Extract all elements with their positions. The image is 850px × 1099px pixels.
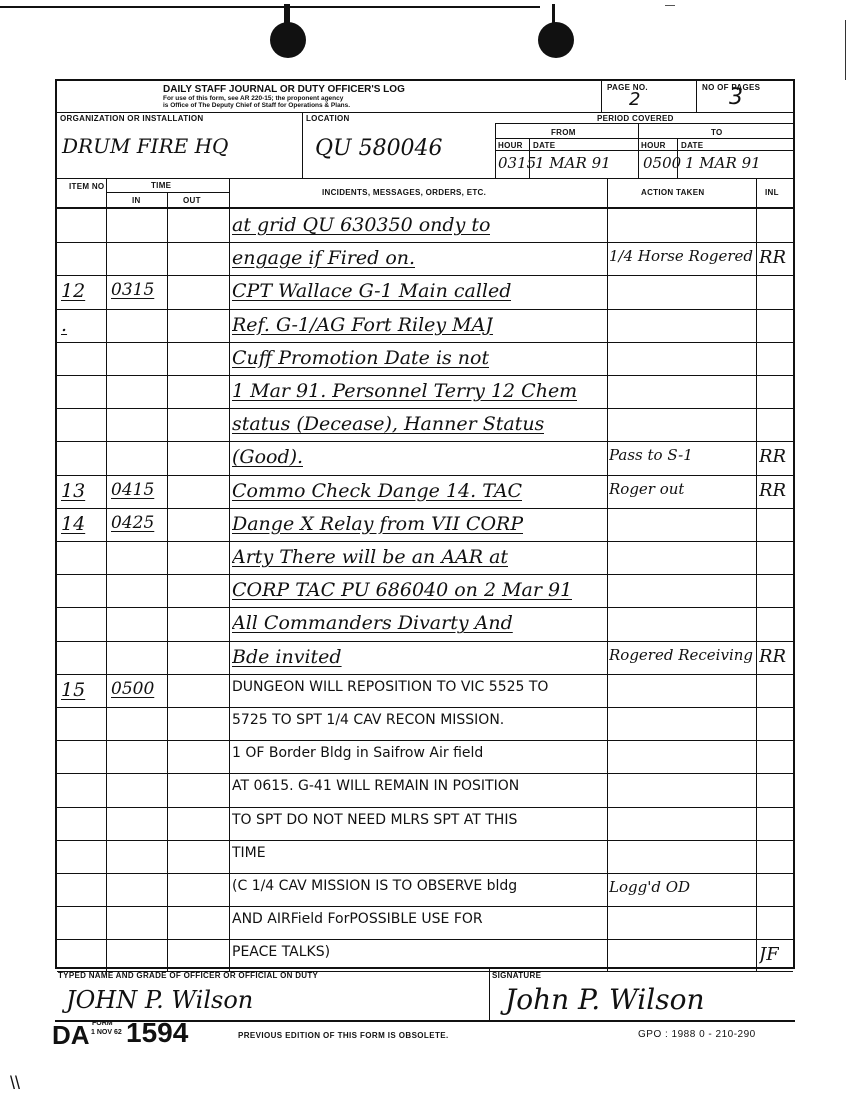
row-incident-text: (C 1/4 CAV MISSION IS TO OBSERVE bldg bbox=[232, 878, 518, 894]
row-divider bbox=[57, 740, 793, 741]
row-time-in: 0500 bbox=[111, 678, 155, 699]
row-divider bbox=[57, 508, 793, 509]
location-value: QU 580046 bbox=[315, 136, 443, 161]
row-incident-text: AND AIRField ForPOSSIBLE USE FOR bbox=[232, 911, 483, 928]
org-value: DRUM FIRE HQ bbox=[62, 134, 229, 158]
row-item-no: 14 bbox=[61, 512, 86, 535]
signature-divider bbox=[489, 969, 490, 1021]
row-action-taken: Rogered Receiving bbox=[609, 645, 754, 664]
row-item-no: 15 bbox=[61, 678, 86, 701]
row-action-taken: Logg'd OD bbox=[609, 878, 691, 896]
row-divider bbox=[57, 873, 793, 874]
row-divider bbox=[57, 574, 793, 575]
row-incident-text: PEACE TALKS) bbox=[232, 944, 331, 961]
row-incident-text: Commo Check Dange 14. TAC bbox=[232, 479, 523, 502]
to-date-value: 1 MAR 91 bbox=[685, 154, 761, 172]
row-divider bbox=[57, 840, 793, 841]
pages-label: NO OF PAGES bbox=[702, 83, 761, 92]
row-divider bbox=[57, 475, 793, 476]
row-incident-text: Ref. G-1/AG Fort Riley MAJ bbox=[232, 313, 493, 336]
item-no-label: ITEM NO bbox=[69, 182, 105, 191]
row-item-no: 13 bbox=[61, 479, 86, 502]
row-divider bbox=[57, 375, 793, 376]
row-divider bbox=[57, 773, 793, 774]
form-subtitle-1: For use of this form, see AR 220-15; the proponent agency bbox=[163, 95, 344, 102]
row-divider bbox=[57, 309, 793, 310]
row-time-in: 0315 bbox=[111, 280, 155, 301]
officer-value: JOHN P. Wilson bbox=[66, 986, 254, 1014]
row-time-in: 0415 bbox=[111, 479, 155, 500]
row-incident-text: (Good). bbox=[232, 446, 304, 469]
to-hour-value: 0500 bbox=[643, 154, 682, 172]
row-divider bbox=[57, 242, 793, 243]
location-label: LOCATION bbox=[306, 114, 350, 123]
from-hour-value: 0315 bbox=[498, 154, 537, 172]
org-label: ORGANIZATION OR INSTALLATION bbox=[60, 114, 204, 123]
row-incident-text: AT 0615. G-41 WILL REMAIN IN POSITION bbox=[232, 778, 520, 795]
inl-label: INL bbox=[765, 188, 779, 197]
row-incident-text: engage if Fired on. bbox=[232, 247, 416, 270]
from-label: FROM bbox=[551, 128, 576, 137]
punch-hole-left-stem bbox=[284, 4, 290, 24]
time-label: TIME bbox=[151, 181, 172, 190]
to-label: TO bbox=[711, 128, 723, 137]
row-action-taken: Pass to S-1 bbox=[609, 446, 693, 465]
punch-hole-left bbox=[270, 22, 306, 58]
row-divider bbox=[57, 674, 793, 675]
row-incident-text: Dange X Relay from VII CORP bbox=[232, 512, 524, 535]
row-divider bbox=[57, 906, 793, 907]
row-divider bbox=[57, 807, 793, 808]
out-label: OUT bbox=[183, 196, 201, 205]
row-incident-text: TO SPT DO NOT NEED MLRS SPT AT THIS bbox=[232, 811, 518, 828]
row-incident-text: All Commanders Divarty And bbox=[232, 612, 513, 635]
previous-edition-note: PREVIOUS EDITION OF THIS FORM IS OBSOLETE. bbox=[238, 1031, 449, 1040]
top-edge-line bbox=[0, 6, 540, 8]
form-title: DAILY STAFF JOURNAL OR DUTY OFFICER'S LOG bbox=[163, 84, 405, 95]
top-right-mark bbox=[665, 5, 675, 6]
punch-hole-right-stem bbox=[552, 4, 555, 24]
row-incident-text: 1 Mar 91. Personnel Terry 12 Chem bbox=[232, 380, 578, 402]
row-time-in: 0425 bbox=[111, 512, 155, 533]
form-da: DA bbox=[52, 1020, 90, 1050]
row-divider bbox=[57, 607, 793, 608]
row-divider bbox=[57, 641, 793, 642]
page-no-value: 2 bbox=[629, 89, 641, 110]
row-divider bbox=[57, 441, 793, 442]
gpo-note: GPO : 1988 0 - 210-290 bbox=[638, 1029, 756, 1040]
row-action-taken: 1/4 Horse Rogered bbox=[609, 247, 753, 266]
officer-label: TYPED NAME AND GRADE OF OFFICER OR OFFICIAL ON DUTY bbox=[58, 971, 319, 980]
row-initials: RR bbox=[759, 247, 787, 269]
row-incident-text: Cuff Promotion Date is not bbox=[232, 346, 490, 369]
in-label: IN bbox=[132, 196, 141, 205]
row-initials: JF bbox=[759, 944, 779, 966]
margin-mark: \\ bbox=[10, 1073, 21, 1093]
row-incident-text: Arty There will be an AAR at bbox=[232, 546, 509, 568]
right-edge-line bbox=[845, 20, 846, 80]
row-item-no: 12 bbox=[61, 280, 86, 303]
page-no-label: PAGE NO. bbox=[607, 83, 648, 92]
row-divider bbox=[57, 707, 793, 708]
row-incident-text: 5725 TO SPT 1/4 CAV RECON MISSION. bbox=[232, 712, 505, 728]
row-divider bbox=[57, 939, 793, 940]
to-hour-label: HOUR bbox=[641, 141, 666, 150]
staff-journal-form bbox=[55, 79, 795, 969]
punch-hole-right bbox=[538, 22, 574, 58]
row-initials: RR bbox=[759, 479, 787, 501]
row-incident-text: at grid QU 630350 ondy to bbox=[232, 214, 491, 236]
row-item-no: . bbox=[61, 313, 68, 336]
row-initials: RR bbox=[759, 645, 787, 667]
row-initials: RR bbox=[759, 446, 787, 468]
pages-value: 3 bbox=[729, 85, 743, 110]
form-number: 1594 bbox=[126, 1017, 189, 1048]
signature-value: John P. Wilson bbox=[505, 983, 705, 1016]
row-divider bbox=[57, 541, 793, 542]
row-incident-text: TIME bbox=[232, 844, 266, 861]
row-incident-text: DUNGEON WILL REPOSITION TO VIC 5525 TO bbox=[232, 678, 549, 695]
action-label: ACTION TAKEN bbox=[641, 188, 705, 197]
form-word: FORM bbox=[92, 1020, 113, 1027]
period-label: PERIOD COVERED bbox=[597, 114, 674, 123]
row-action-taken: Roger out bbox=[609, 479, 685, 498]
row-incident-text: CPT Wallace G-1 Main called bbox=[232, 280, 512, 303]
row-incident-text: status (Decease), Hanner Status bbox=[232, 413, 545, 436]
incidents-label: INCIDENTS, MESSAGES, ORDERS, ETC. bbox=[322, 188, 487, 197]
signature-label: SIGNATURE bbox=[492, 971, 542, 980]
from-date-value: 1 MAR 91 bbox=[535, 154, 611, 172]
row-incident-text: 1 OF Border Bldg in Saifrow Air field bbox=[232, 745, 484, 762]
row-divider bbox=[57, 342, 793, 343]
form-date: 1 NOV 62 bbox=[91, 1029, 122, 1036]
row-incident-text: CORP TAC PU 686040 on 2 Mar 91 bbox=[232, 579, 573, 602]
to-date-label: DATE bbox=[681, 141, 704, 150]
from-date-label: DATE bbox=[533, 141, 556, 150]
row-incident-text: Bde invited bbox=[232, 645, 342, 668]
row-divider bbox=[57, 275, 793, 276]
row-divider bbox=[57, 408, 793, 409]
form-subtitle-2: is Office of The Deputy Chief of Staff for Operations & Plans. bbox=[163, 102, 351, 109]
from-hour-label: HOUR bbox=[498, 141, 523, 150]
